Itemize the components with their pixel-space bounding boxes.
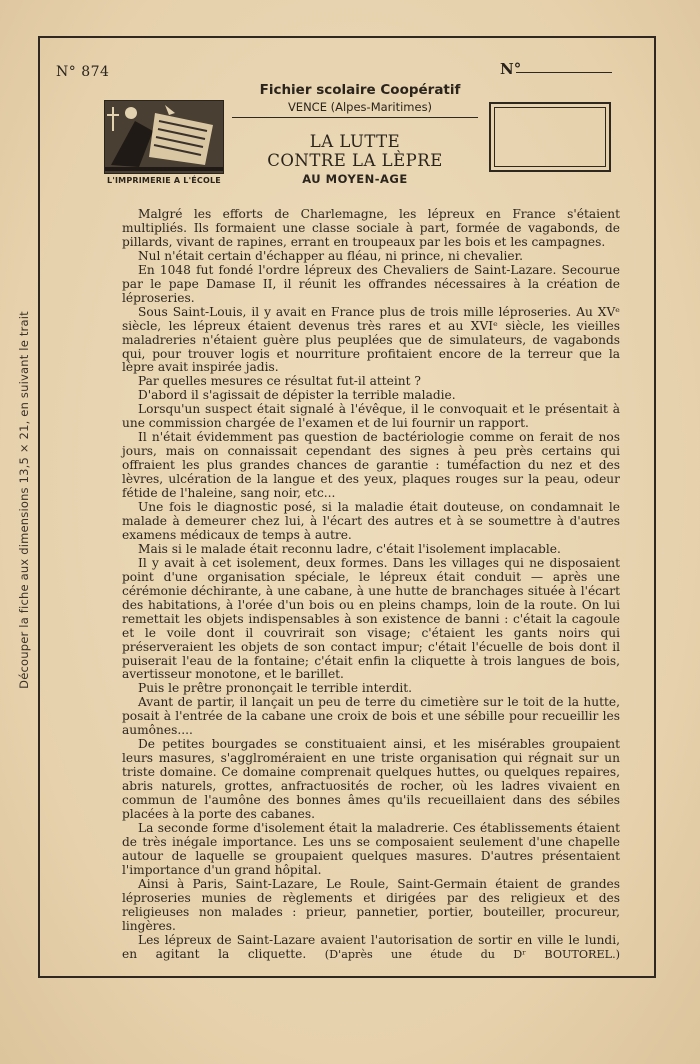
title-line-2: CONTRE LA LÈPRE bbox=[267, 151, 443, 170]
paragraph: Nul n'était certain d'échapper au fléau, ni prince, ni chevalier. bbox=[138, 248, 524, 263]
paragraph: La seconde forme d'isolement était la maladrerie. Ces établissements étaient de très inégale importance. Les uns se composaient seulement d'une chapelle autour de laquelle se groupaient quelques masures. D'autres présentaient l'importance d'un grand hôpital. bbox=[122, 820, 620, 877]
source-credit: (D'après une étude du Dʳ BOUTOREL.) bbox=[324, 947, 620, 961]
title-line-1: LA LUTTE bbox=[309, 132, 401, 151]
final-paragraph bbox=[122, 934, 620, 962]
printing-press-logo-icon bbox=[104, 100, 224, 174]
publisher-location: VENCE (Alpes-Maritimes) bbox=[287, 100, 433, 114]
stamp-box bbox=[489, 102, 611, 172]
article-body bbox=[122, 208, 620, 961]
publisher: Fichier scolaire Coopératif bbox=[259, 82, 461, 98]
paragraph: Il y avait à cet isolement, deux formes. Dans les villages qui ne disposaient point d'une organisation spéciale, le lépreux était conduit — après une cérémonie déchirante, à une cabane, à une hutte de branchages située à l'écart des habitations, à l'orée d'un bois ou en pleins champs, loin de la route. On lui remettait les objets indispensables à son existence de banni : c'était la cagoule et le voile dont il couvrirait son visage; c'étaient les gants noirs qui préserveraient les objets de son contact impur; c'était l'écuelle de bois dont il puiserait l'eau de la fontaine; c'était enfin la cliquette à trois langues de bois, avertisseur monotone, et le barillet. bbox=[122, 555, 620, 682]
number-line bbox=[516, 72, 612, 73]
paragraph: En 1048 fut fondé l'ordre lépreux des Chevaliers de Saint-Lazare. Secourue par le pape Damase II, il réunit les offrandes nécessaires à la création de léproseries. bbox=[122, 262, 620, 305]
cut-instruction-text: Découper la fiche aux dimensions 13,5 × 21, en suivant le trait bbox=[17, 311, 31, 689]
paragraph-text: Les lépreux de Saint-Lazare avaient l'autorisation de sortir en ville le lundi, en agitant la cliquette. bbox=[122, 932, 620, 961]
cut-instruction bbox=[10, 305, 38, 695]
paragraph: Puis le prêtre prononçait le terrible interdit. bbox=[138, 681, 413, 696]
paragraph: Sous Saint-Louis, il y avait en France plus de trois mille léproseries. Au XVᵉ siècle, les lépreux étaient devenus très rares et au XVIᵉ siècle, les vieilles maladreries n'étaient guère plus peuplées que de simulateurs, de vagabonds qui, pour trouver logis et nourriture profitaient encore de la terreur que la lèpre avait inspirée jadis. bbox=[122, 304, 620, 375]
page-title bbox=[230, 132, 480, 170]
paragraph: Ainsi à Paris, Saint-Lazare, Le Roule, Saint-Germain étaient de grandes léproseries munies de règlements et dirigées par des religieux et des religieuses non malades : prieur, pannetier, portier, bouteiller, procureur, lingères. bbox=[122, 876, 620, 933]
logo-caption: L'IMPRIMERIE A L'ÉCOLE bbox=[107, 176, 221, 185]
paragraph: Il n'était évidemment pas question de bactériologie comme on ferait de nos jours, mais on connaissait cependant des signes à peu près certains qui offraient les plus grandes chances de garantie : tuméfaction du nez et des lèvres, ulcération de la langue et des yeux, plaques rouges sur la peau, odeur fétide de l'haleine, sang noir, etc... bbox=[122, 430, 620, 501]
paragraph: Mais si le malade était reconnu ladre, c'était l'isolement implacable. bbox=[138, 541, 561, 556]
paragraph: Malgré les efforts de Charlemagne, les lépreux en France s'étaient multipliés. Ils formaient une classe sociale à part, formée de vagabonds, de pillards, vivant de rapines, errant en troupeaux par les bois et les campagnes. bbox=[122, 207, 620, 249]
paragraph: Avant de partir, il lançait un peu de terre du cimetière sur le toit de la hutte, posait à l'entrée de la cabane une croix de bois et une sébille pour recueillir les aumônes.... bbox=[122, 695, 620, 738]
number-label: N° bbox=[500, 60, 522, 78]
fiche-number: N° 874 bbox=[56, 64, 110, 80]
paragraph: Une fois le diagnostic posé, si la maladie était douteuse, on condamnait le malade à demeurer chez lui, à l'écart des autres et à se soumettre à d'autres examens médicaux de temps à autre. bbox=[122, 500, 620, 542]
paragraph: D'abord il s'agissait de dépister la terrible maladie. bbox=[138, 388, 456, 403]
page-subtitle: AU MOYEN-AGE bbox=[302, 172, 408, 186]
paragraph: Lorsqu'un suspect était signalé à l'évêque, il le convoquait et le présentait à une commission chargée de l'examen et de lui fournir un rapport. bbox=[122, 402, 620, 431]
paragraph: De petites bourgades se constituaient ainsi, et les misérables groupaient leurs masures, s'agglroméraient en une triste organisation qui régnait sur un triste domaine. Ce domaine comprenait quelques huttes, ou quelques repaires, abris naturels, grottes, anfractuosités de rocher, où les ladres vivaient en commun de l'aumône des bonnes âmes qu'ils recueillaient dans des sébiles placées à la porte des cabanes. bbox=[122, 737, 620, 821]
paragraph: Par quelles mesures ce résultat fut-il atteint ? bbox=[138, 374, 421, 389]
header-rule bbox=[232, 117, 478, 118]
